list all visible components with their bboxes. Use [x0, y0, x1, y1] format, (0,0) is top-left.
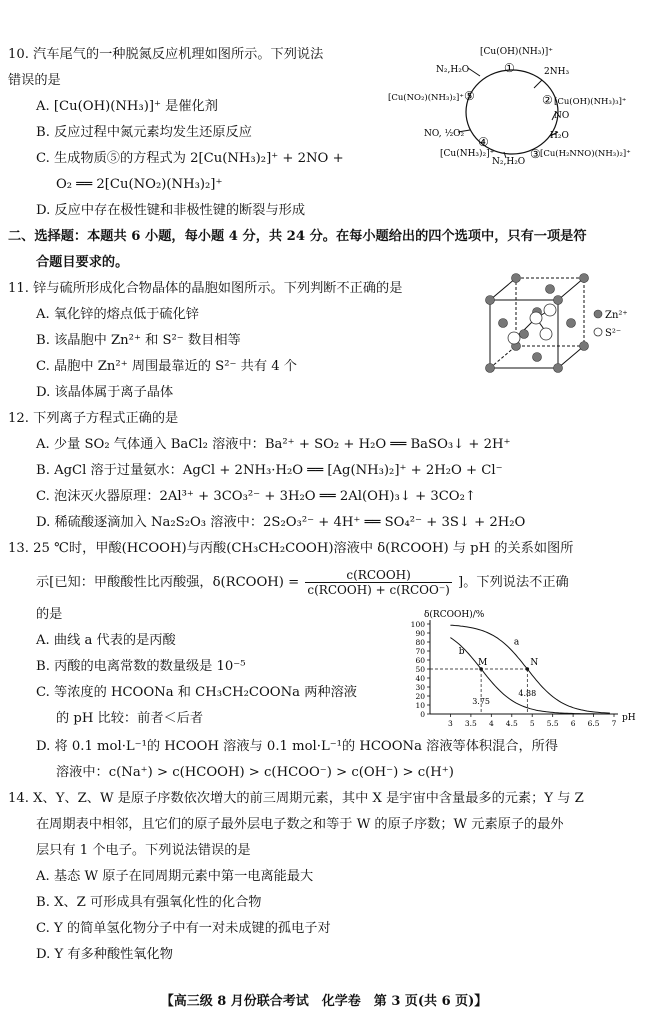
x-tick-label: 6.5 [587, 719, 600, 728]
q11-option-b: B. 该晶胞中 Zn²⁺ 和 S²⁻ 数目相等 [36, 333, 241, 348]
series-a-label: a [513, 637, 520, 648]
q11-option-c: C. 晶胞中 Zn²⁺ 周围最靠近的 S²⁻ 共有 4 个 [36, 359, 297, 374]
species-2: [Cu(OH)(NH₃)₃]⁺ [554, 97, 627, 107]
zn-legend-swatch [594, 310, 602, 318]
series-b-label: b [458, 646, 465, 657]
x-tick-label: 6 [570, 719, 576, 728]
s-legend-swatch [594, 328, 602, 336]
x-tick-label: 5 [529, 719, 535, 728]
section-2-heading-1: 二、选择题：本题共 6 小题，每小题 4 分，共 24 分。在每小题给出的四个选项中，只有一项是符 [8, 229, 587, 244]
section-2-heading-2: 合题目要求的。 [36, 255, 129, 270]
node-4: ④ [478, 135, 489, 149]
q14-option-d: D. Y 有多种酸性氧化物 [36, 947, 173, 962]
point-N [526, 667, 530, 671]
q13-option-b: B. 丙酸的电离常数的数量级是 10⁻⁵ [36, 659, 246, 674]
q10-option-b: B. 反应过程中氮元素均发生还原反应 [36, 125, 252, 140]
reactant-nh3: 2NH₃ [544, 67, 570, 77]
product-n2-h2o-bottom: N₂,H₂O [492, 157, 526, 167]
q13-option-c-1: C. 等浓度的 HCOONa 和 CH₃CH₂COONa 两种溶液 [36, 685, 357, 700]
delta-fraction [305, 568, 451, 597]
y-tick-label: 90 [415, 629, 425, 638]
node-1: ① [504, 61, 515, 75]
y-tick-label: 100 [410, 620, 425, 629]
y-tick-label: 40 [415, 674, 425, 683]
x-tick-label: 3 [448, 719, 453, 728]
arrow-out-top [468, 68, 480, 76]
q13-option-c-2: 的 pH 比较：前者＜后者 [56, 711, 204, 726]
q14-stem-1: 14. X、Y、Z、W 是原子序数依次增大的前三周期元素，其中 X 是宇宙中含量最多的元素；Y 与 Z [8, 791, 584, 806]
zn-legend-label: Zn²⁺ [605, 310, 628, 321]
q10-option-c-2: O₂ ══ 2[Cu(NO₂)(NH₃)₂]⁺ [56, 177, 223, 192]
product-n2-h2o-top: N₂,H₂O [436, 65, 470, 75]
q12-option-a: A. 少量 SO₂ 气体通入 BaCl₂ 溶液中：Ba²⁺ + SO₂ + H₂O ══ BaSO₃↓ + 2H⁺ [36, 437, 511, 452]
q14-stem-3: 层只有 1 个电子。下列说法错误的是 [36, 843, 251, 858]
q13-option-d-1: D. 将 0.1 mol·L⁻¹的 HCOOH 溶液与 0.1 mol·L⁻¹的 HCOONa 溶液等体积混合，所得 [36, 739, 559, 754]
arrow-in-nh3 [534, 80, 542, 88]
node-5: ⑤ [464, 89, 475, 103]
q13-option-d-2: 溶液中：c(Na⁺) > c(HCOOH) > c(HCOO⁻) > c(OH⁻) > c(H⁺) [56, 765, 454, 780]
annotation-M: 3.75 [472, 697, 491, 706]
page-footer: 【高三级 8 月份联合考试 化学卷 第 3 页(共 6 页)】 [160, 994, 488, 1009]
y-tick-label: 30 [415, 683, 425, 692]
x-tick-label: 3.5 [464, 719, 477, 728]
species-3: [Cu(H₂NNO)(NH₃)₂]⁺ [540, 149, 631, 159]
q10-stem-2: 错误的是 [8, 73, 61, 88]
y-tick-label: 20 [415, 692, 425, 701]
q14-option-c: C. Y 的简单氢化物分子中有一对未成键的孤电子对 [36, 921, 331, 936]
q11-unit-cell-diagram [480, 270, 646, 380]
q10-stem-1: 10. 汽车尾气的一种脱氮反应机理如图所示。下列说法 [8, 47, 324, 62]
fraction-numerator: c(RCOOH) [305, 568, 451, 583]
q13-stem-2a: 示[已知：甲酸酸性比丙酸强，δ(RCOOH) = [36, 575, 300, 590]
q12-stem: 12. 下列离子方程式正确的是 [8, 411, 179, 426]
q10-option-d: D. 反应中存在极性键和非极性键的断裂与形成 [36, 203, 306, 218]
y-tick-label: 50 [415, 665, 425, 674]
species-5: [Cu(NO₂)(NH₃)₂]⁺ [388, 93, 464, 103]
q12-option-b: B. AgCl 溶于过量氨水：AgCl + 2NH₃·H₂O ══ [Ag(NH₃)₂]⁺ + 2H₂O + Cl⁻ [36, 463, 503, 478]
node-2: ② [542, 93, 553, 107]
species-4: [Cu(NH₃)₂]⁺ [440, 149, 495, 159]
q14-option-b: B. X、Z 可形成具有强氧化性的化合物 [36, 895, 262, 910]
y-tick-label: 80 [415, 638, 425, 647]
q10-option-a: A. [Cu(OH)(NH₃)]⁺ 是催化剂 [36, 99, 218, 114]
x-tick-label: 4.5 [505, 719, 518, 728]
q10-mechanism-diagram [384, 40, 644, 178]
q14-stem-2: 在周期表中相邻，且它们的原子最外层电子数之和等于 W 的原子序数；W 元素原子的最外 [36, 817, 564, 832]
q12-option-c: C. 泡沫灭火器原理：2Al³⁺ + 3CO₃²⁻ + 3H₂O ══ 2Al(OH)₃↓ + 3CO₂↑ [36, 489, 476, 504]
reactant-no-o2: NO, ½O₂ [424, 129, 465, 139]
q13-option-a: A. 曲线 a 代表的是丙酸 [36, 633, 176, 648]
y-tick-label: 60 [415, 656, 425, 665]
q12-option-d: D. 稀硫酸逐滴加入 Na₂S₂O₃ 溶液中：2S₂O₃²⁻ + 4H⁺ ══ SO₄²⁻ + 3S↓ + 2H₂O [36, 515, 526, 530]
point-label-N: N [530, 658, 539, 668]
y-tick-label: 70 [415, 647, 425, 656]
q13-stem-2b: ]。下列说法不正确 [458, 575, 569, 590]
fraction-denominator: c(RCOOH) + c(RCOO⁻) [307, 583, 450, 597]
y-tick-label: 10 [415, 701, 425, 710]
q11-stem: 11. 锌与硫所形成化合物晶体的晶胞如图所示。下列判断不正确的是 [8, 281, 403, 296]
q13-stem-1: 13. 25 ℃时，甲酸(HCOOH)与丙酸(CH₃CH₂COOH)溶液中 δ(RCOOH) 与 pH 的关系如图所 [8, 541, 574, 556]
node-3: ③ [530, 147, 541, 161]
q11-option-d: D. 该晶体属于离子晶体 [36, 385, 174, 400]
s-legend-label: S²⁻ [605, 328, 622, 339]
q13-delta-ph-chart [400, 608, 644, 732]
y-axis-label: δ(RCOOH)/% [424, 610, 485, 620]
x-tick-label: 7 [611, 719, 617, 728]
species-1: [Cu(OH)(NH₃)]⁺ [480, 47, 554, 57]
reactant-no: NO [554, 111, 570, 121]
annotation-N: 4.88 [518, 689, 537, 698]
x-tick-label: 5.5 [546, 719, 559, 728]
product-h2o: H₂O [550, 131, 569, 141]
x-tick-label: 4 [488, 719, 494, 728]
q14-option-a: A. 基态 W 原子在同周期元素中第一电离能最大 [36, 869, 314, 884]
q13-stem-3: 的是 [36, 607, 63, 622]
x-axis-label: pH [622, 713, 636, 723]
q10-option-c-1: C. 生成物质⑤的方程式为 2[Cu(NH₃)₂]⁺ + 2NO + [36, 151, 344, 166]
point-label-M: M [478, 658, 488, 668]
q13-stem-2 [36, 568, 569, 597]
y-tick-label: 0 [420, 710, 425, 719]
q11-option-a: A. 氧化锌的熔点低于硫化锌 [36, 307, 199, 322]
